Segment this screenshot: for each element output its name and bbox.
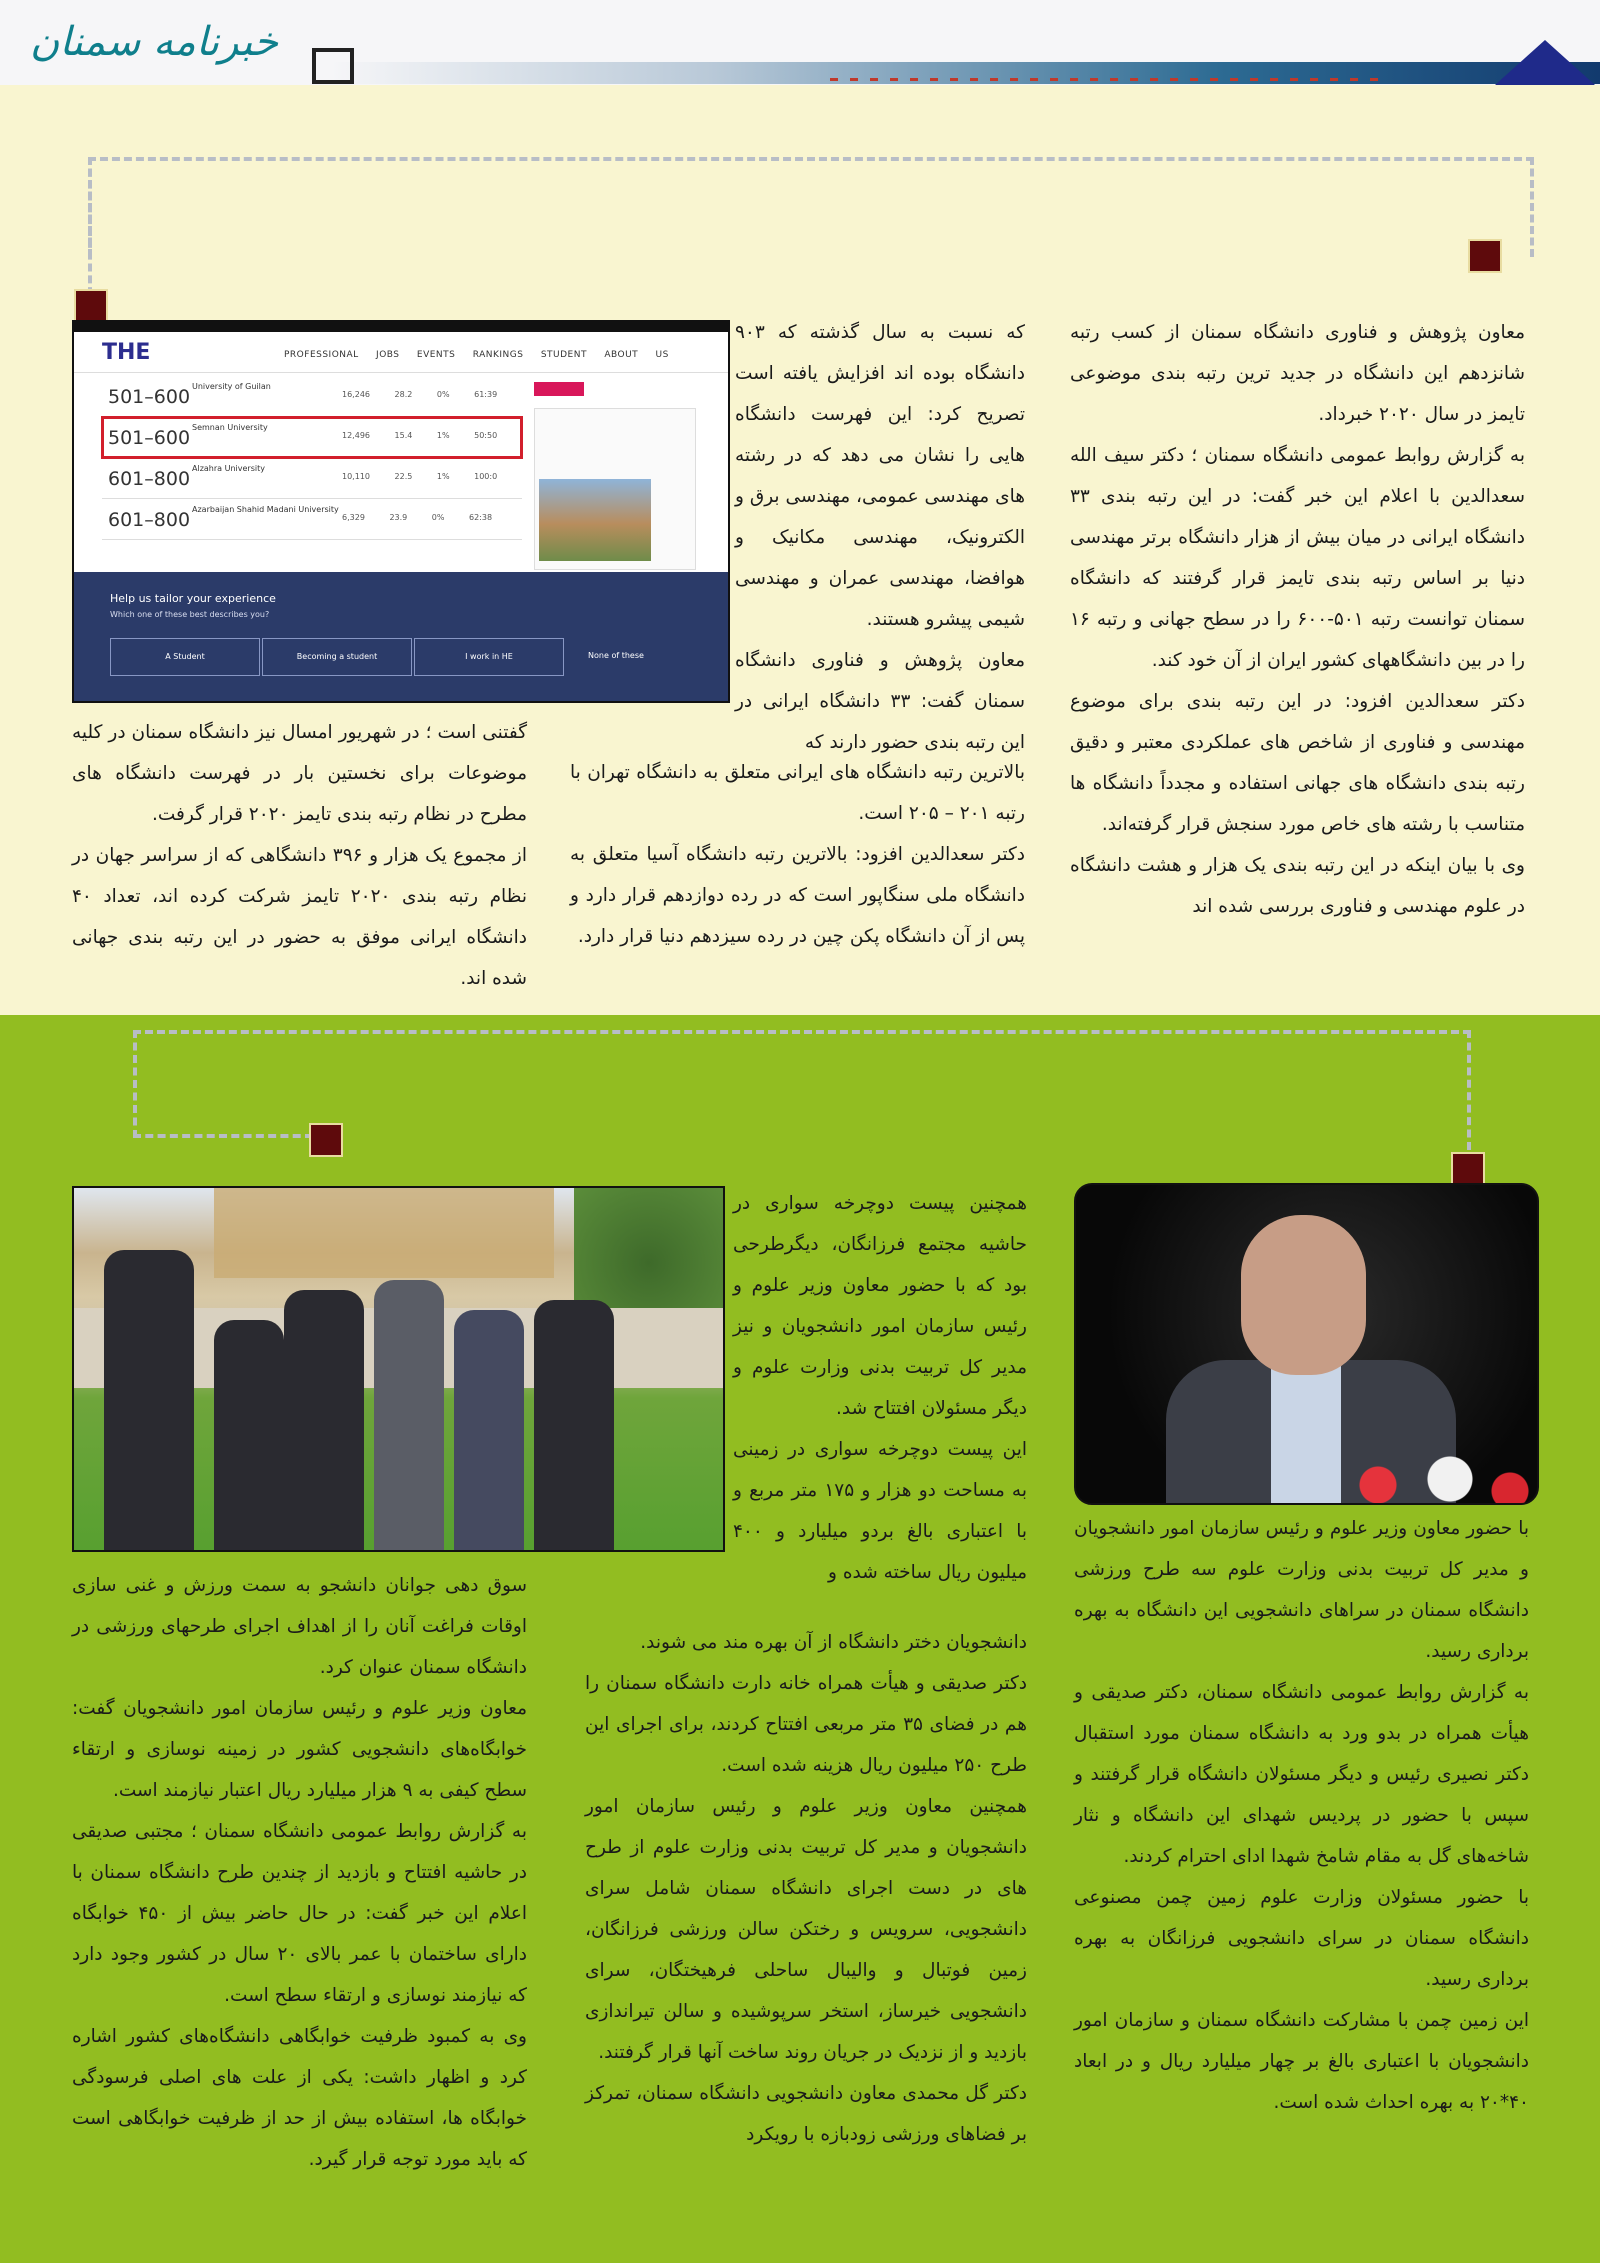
the-logo: THE [102, 340, 151, 365]
corner-square-icon [1470, 241, 1500, 271]
screenshot-menu: PROFESSIONAL JOBS EVENTS RANKINGS STUDENT ABOUT US [284, 350, 669, 360]
panel-button: I work in HE [414, 638, 564, 676]
table-row: 601–800 Alzahra University 10,110 22.5 1% 100:0 [102, 458, 522, 499]
corner-square-icon [76, 291, 106, 321]
speaker-photo [1074, 1183, 1539, 1505]
officials-visit-photo [72, 1186, 725, 1552]
article-column-left: سوق دهی جوانان دانشجو به سمت ورزش و غنی سازی اوقات فراغت آنان را از اهداف اجرای طرحهای ورزشی در دانشگاه سمنان عنوان کرد. معاون وزیر علوم و رئیس سازمان امور دانشجویان گفت: خوابگاه‌های دانشجویی کشور در زمینه نوسازی و ارتقاء سطح کیفی به ۹ هزار میلیارد ریال اعتبار نیازمند است. به گزارش روابط عمومی دانشگاه سمنان ؛ مجتبی صدیقی در حاشیه افتتاح و بازدید از چندین طرح دانشگاه سمنان با اعلام این خبر گفت: در حال حاضر بیش از ۴۵۰ خوابگاه دارای ساختمان با عمر بالای ۲۰ سال در کشور وجود دارد که نیازمند نوسازی و ارتقاء سطح است. وی به کمبود ظرفیت خوابگاهی دانشگاه‌های کشور اشاره کرد و اظهار داشت: یکی از علت های اصلی فرسودگی خوابگاه ها، استفاده بیش از حد از ظرفیت خوابگاهی است که باید مورد توجه قرار گیرد. [72, 1575, 528, 2170]
article-column-middle-lower: دانشجویان دختر دانشگاه از آن بهره مند می شوند. دکتر صدیقی و هیأت همراه خانه دارت دانشگاه سمنان را هم در فضای ۳۵ متر مربعی افتتاح کردند، برای اجرای این طرح ۲۵۰ میلیون ریال هزینه شده است. همچنین معاون وزیر علوم و رئیس سازمان امور دانشجویان و مدیر کل تربیت بدنی وزارت علوم از طرح های در دست اجرای دانشگاه سمنان شامل سرای دانشجویی، سرویس و رختکن سالن ورزشی فرزانگان، زمین فوتبال و والیبال ساحلی فرهیختگان، سرای دانشجویی خیرساز، استخر سرپوشیده و سالن تیراندازی بازدید و از نزدیک در جریان روند ساخت آنها قرار گرفتند. دکتر گل محمدی معاون دانشجویی دانشگاه سمنان، تمرکز بر فضاهای ورزشی زودبازه با رویکرد [585, 1632, 1027, 2145]
dashed-frame-top [88, 157, 1534, 257]
table-row-highlighted: 501–600 Semnan University 12,496 15.4 1% 50:50 [102, 417, 522, 458]
dashed-frame-right [1467, 1030, 1471, 1150]
dashed-frame-left [133, 1030, 137, 1138]
university-logo-icon [312, 48, 354, 84]
article-column-middle-upper: همچنین پیست دوچرخه سواری در حاشیه مجتمع فرزانگان، دیگرطرحی بود که با حضور معاون وزیر علوم و رئیس سازمان امور دانشجویان و نیز مدیر کل تربیت بدنی وزارت علوم و دیگر مسئولان افتتاح شد. این پیست دوچرخه سواری در زمینی به مساحت دو هزار و ۱۷۵ متر مربع و با اعتباری بالغ بردو میلیارد و ۴۰۰ میلیون ریال ساخته شده و [733, 1193, 1028, 1583]
table-row: 501–600 University of Guilan 16,246 28.2 0% 61:39 [102, 376, 522, 417]
panel-button: A Student [110, 638, 260, 676]
panel-button: Becoming a student [262, 638, 412, 676]
article-column-middle-lower: بالاترین رتبه دانشگاه های ایرانی متعلق به دانشگاه تهران با رتبه ۲۰۱ – ۲۰۵ است. دکتر سعدالدین افزود: بالاترین رتبه دانشگاه آسیا متعلق به دانشگاه ملی سنگاپور است که در رده دوازدهم قرار دارد و پس از آن دانشگاه پکن چین در رده سیزدهم دنیا قرار دارد. [570, 762, 1025, 947]
rankings-screenshot [72, 320, 730, 703]
article-column-left: گفتنی است ؛ در شهریور امسال نیز دانشگاه سمنان در کلیه موضوعات برای نخستین بار در فهرست دانشگاه های مطرح در نظام رتبه بندی تایمز ۲۰۲۰ قرار گرفت. از مجموع یک هزار و ۳۹۶ دانشگاهی که از سراسر جهان در نظام رتبه بندی ۲۰۲۰ تایمز شرکت کرده اند، تعداد ۴۰ دانشگاه ایرانی موفق به حضور در این رتبه بندی جهانی شده اند. [72, 722, 528, 989]
article-column-middle-upper: که نسبت به سال گذشته که ۹۰۳ دانشگاه بوده اند افزایش یافته است تصریح کرد: این فهرست دانشگاه هایی را نشان می دهد که در رشته های مهندسی عمومی، مهندسی برق و الکترونیک، مهندسی مکانیک و هوافضا، مهندسی عمران و مهندسی شیمی پیشرو هستند. معاون پژوهش و فناوری دانشگاه سمنان گفت: ۳۳ دانشگاه ایرانی در این رتبه بندی حضور دارند که [735, 322, 1025, 753]
emblem-icon [1495, 40, 1595, 85]
panel-button: None of these [588, 651, 644, 660]
corner-square-icon [1453, 1154, 1483, 1184]
dashed-frame-bottom [133, 1134, 313, 1138]
article-column-right: با حضور معاون وزیر علوم و رئیس سازمان امور دانشجویان و مدیر کل تربیت بدنی وزارت علوم سه طرح ورزشی دانشگاه سمنان در سراهای دانشجویی این دانشگاه به بهره برداری رسید. به گزارش روابط عمومی دانشگاه سمنان، دکتر صدیقی و هیأت همراه در بدو ورد به دانشگاه سمنان مورد استقبال دکتر نصیری رئیس و دیگر مسئولان دانشگاه قرار گرفتند و سپس با حضور در پردیس شهدای این دانشگاه و نثار شاخه‌های گل به مقام شامخ شهدا ادای احترام کردند. با حضور مسئولان وزارت علوم زمین چمن مصنوعی دانشگاه سمنان در سرای دانشجویی فرزانگان به بهره برداری رسید. این زمین چمن با مشارکت دانشگاه سمنان و سازمان امور دانشجویان با اعتباری بالغ بر چهار میلیارد ریال و در ابعاد ۴۰*۲۰ به بهره احداث شده است. [1074, 1518, 1529, 2113]
table-row: 601–800 Azarbaijan Shahid Madani University 6,329 23.9 0% 62:38 [102, 499, 522, 540]
tailor-experience-panel: Help us tailor your experience Which one of these best describes you? A Student Becoming a student I work in HE None of these [74, 572, 728, 703]
ranking-table [102, 376, 522, 540]
dashed-frame-left [88, 157, 92, 307]
dashed-frame-top [133, 1030, 1471, 1034]
article-column-right: معاون پژوهش و فناوری دانشگاه سمنان از کسب رتبه شانزدهم این دانشگاه در جدید ترین رتبه بندی موضوعی تایمز در سال ۲۰۲۰ خبرداد. به گزارش روابط عمومی دانشگاه سمنان ؛ دکتر سیف الله سعدالدین با اعلام این خبر گفت: در این رتبه بندی ۳۳ دانشگاه ایرانی در میان بیش از هزار دانشگاه برتر مهندسی دنیا بر اساس رتبه بندی تایمز قرار گرفتند که دانشگاه سمنان توانست رتبه ۵۰۱-۶۰۰ را در سطح جهانی و رتبه ۱۶ را در بین دانشگاههای کشور ایران از آن خود کند. دکتر سعدالدین افزود: در این رتبه بندی برای موضوع مهندسی و فناوری از شاخص های عملکردی معتبر و دقیق رتبه بندی دانشگاه های جهانی استفاده و مجدداً دانشگاه ها متناسب با رشته های خاص مورد سنجش قرار گرفته‌اند. وی با بیان اینکه در این رتبه بندی یک هزار و هشت دانشگاه در علوم مهندسی و فناوری بررسی شده اند [1070, 322, 1525, 917]
newsletter-logo: خبرنامه سمنان [30, 19, 279, 65]
corner-square-icon [311, 1125, 341, 1155]
screenshot-sidebar [534, 378, 714, 578]
header-ticker-line [830, 78, 1390, 81]
